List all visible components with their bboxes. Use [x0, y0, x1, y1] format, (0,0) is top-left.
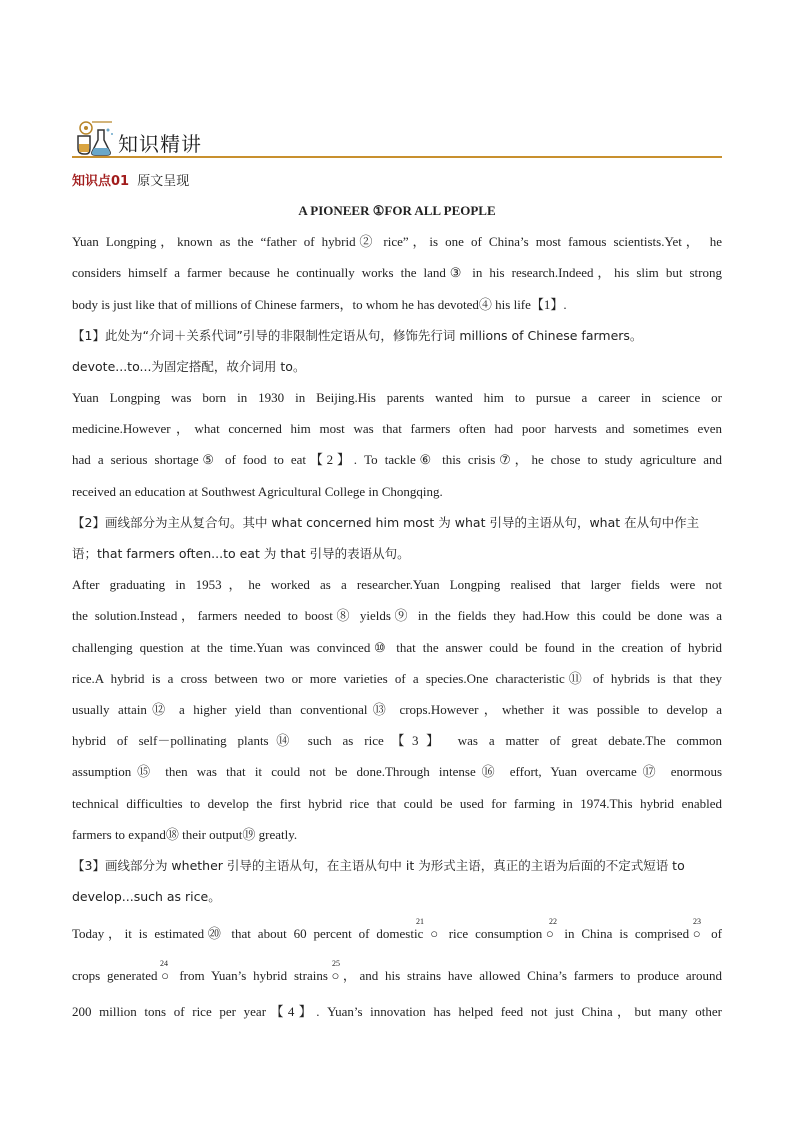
annotation-line: 【1】此处为“介词＋关系代词”引导的非限制性定语从句，修饰先行词 millions of Chinese farmers。 [72, 328, 643, 343]
footnote-marker: 24 [160, 959, 168, 968]
knowledge-point-label: 知识点01 [72, 174, 130, 189]
text-line: Yuan Longping was born in 1930 in Beijing.His parents wanted him to pursue a career in science or [72, 390, 722, 405]
text-line: received an education at Southwest Agricultural College in Chongqing. [72, 484, 443, 499]
section-header [72, 118, 722, 160]
section-title: 知识精讲 [118, 132, 202, 156]
annotation-line: 【3】画线部分为 whether 引导的主语从句，在主语从句中 it 为形式主语，真正的主语为后面的不定式短语 to [72, 858, 685, 873]
knowledge-point-heading [72, 170, 189, 189]
annotation-line: develop...such as rice。 [72, 889, 221, 904]
text-line: technical difficulties to develop the first hybrid rice that could be used for farming in 1974.This hybrid enabled [72, 796, 722, 811]
annotation-line: 【2】画线部分为主从复合句。其中 what concerned him most 为 what 引导的主语从句，what 在从句中作主 [72, 515, 700, 530]
text-line: assumption⑮ then was that it could not be done.Through intense⑯ effort, Yuan overcame⑰ enormous [72, 764, 722, 779]
annotation-line: 语；that farmers often...to eat 为 that 引导的表语从句。 [72, 546, 410, 561]
knowledge-point-text: 原文呈现 [137, 174, 190, 189]
text-line: body is just like that of millions of Chinese farmers，to whom he has devoted④ his life【1】. [72, 297, 567, 312]
text-line: had a serious shortage⑤ of food to eat【2】. To tackle⑥ this crisis⑦，he chose to study agriculture and [72, 452, 722, 467]
footnote-marker: 25 [332, 959, 340, 968]
text-line: After graduating in 1953，he worked as a researcher.Yuan Longping realised that larger fields were not [72, 577, 722, 592]
footnote-marker: 23 [693, 917, 701, 926]
text-line: usually attain⑫ a higher yield than conventional⑬ crops.However，whether it was possible to develop a [72, 702, 722, 717]
text-line: 200 million tons of rice per year【4】. Yuan’s innovation has helped feed not just China，but many other [72, 1004, 722, 1019]
annotation-line: devote...to...为固定搭配，故介词用 to。 [72, 359, 306, 374]
text-line: challenging question at the time.Yuan was convinced⑩ that the answer could be found in the creation of hybrid [72, 640, 722, 655]
text-line: farmers to expand⑱ their output⑲ greatly. [72, 827, 298, 842]
text-line: medicine.However，what concerned him most was that farmers often had poor harvests and sometimes even [72, 421, 722, 436]
text-line: rice.A hybrid is a cross between two or more varieties of a species.One characteristic⑪ of hybrids is that they [72, 671, 722, 686]
article-title: A PIONEER ①FOR ALL PEOPLE [298, 203, 496, 218]
text-line: hybrid of self－pollinating plants⑭ such as rice【3】 was a matter of great debate.The common [72, 733, 722, 748]
lab-flask-icon [72, 118, 116, 158]
text-line: the solution.Instead，farmers needed to boost⑧ yields⑨ in the fields they had.How this could be done was a [72, 608, 722, 623]
text-line: Today，it is estimated⑳ that about 60 percent of domestic ○ rice consumption○ in China is comprised○ of [72, 926, 722, 941]
footnote-marker: 22 [549, 917, 557, 926]
text-line: Yuan Longping，known as the “father of hybrid② rice”，is one of China’s most famous scientists.Yet， he [72, 234, 722, 249]
text-line: crops generated○ from Yuan’s hybrid strains○，and his strains have allowed China’s farmers to produce around [72, 968, 722, 983]
header-divider [72, 156, 722, 158]
text-line: considers himself a farmer because he continually works the land③ in his research.Indeed，his slim but strong [72, 265, 722, 280]
footnote-marker: 21 [416, 917, 424, 926]
